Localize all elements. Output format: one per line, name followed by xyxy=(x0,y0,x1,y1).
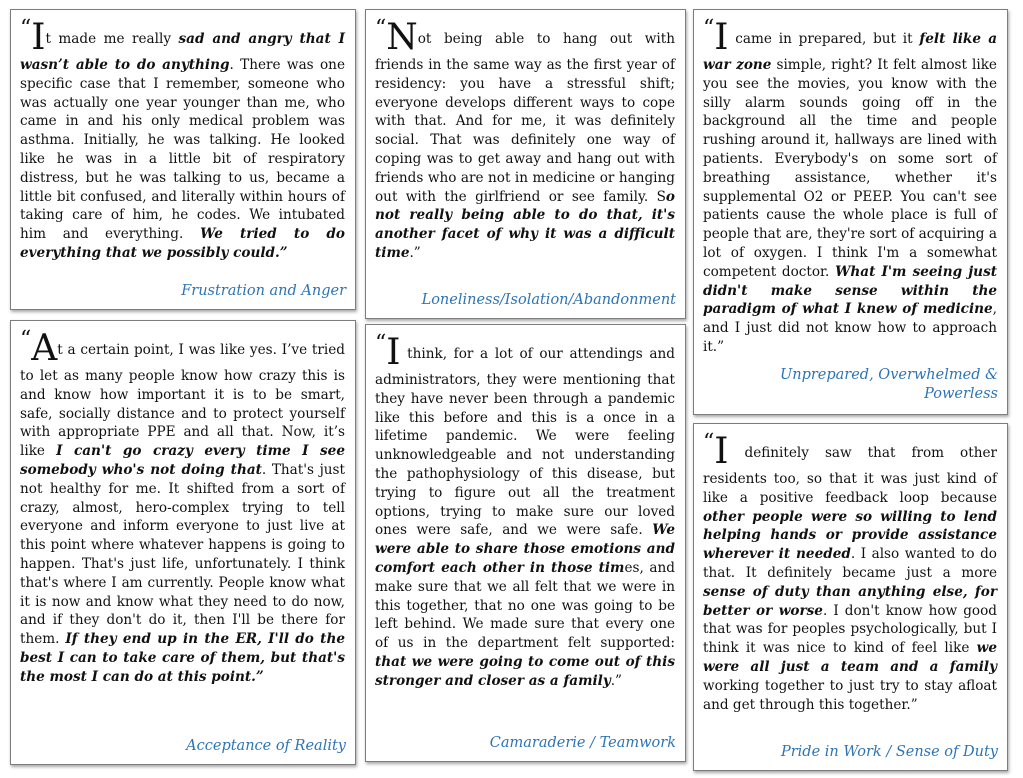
open-quote-mark: “ xyxy=(20,327,32,352)
open-quote-mark: “ xyxy=(20,16,32,41)
quote-text: “I came in prepared, but it felt like a war zone simple, right? It felt almost like you see the movies, you know with the silly alarm sounds going off in the background all the time and people rushing around it, hallways are lined with patients. Everybody's on some sort of breathing assistance, whether it's supplemental O2 or PEEP. You can't see patients cause the whole place is full of people that are, they're sort of acquiring a lot of oxygen. I think I'm a somewhat competent doctor. What I'm seeing just didn't make sense within the paradigm of what I knew of medicine, and I just did not know how to approach it.” xyxy=(703,16,998,355)
quote-card-pride xyxy=(693,423,1008,771)
quote-card-loneliness xyxy=(365,9,686,319)
quote-card-frustration xyxy=(10,9,356,310)
quote-card-acceptance xyxy=(10,320,356,765)
quote-text: “I definitely saw that from other residents too, so that it was just kind of like a positive feedback loop because other people were so willing to lend helping hands or provide assistance wherever it needed. I also wanted to do that. It definitely became just a more sense of duty than anything else, for better or worse. I don't know how good that was for peoples psychologically, but I think it was nice to kind of feel like we were all just a team and a family working together to just try to stay afloat and get through this together.” xyxy=(703,430,997,713)
quote-text: “At a certain point, I was like yes. I’ve tried to let as many people know how crazy this is and know how important it is to be smart, safe, socially distance and to protect yourself with appropriate PPE and all that. Now, it’s like I can't go crazy every time I see somebody who's not doing that. That's just not healthy for me. It shifted from a sort of crazy, almost, hero-complex trying to tell everyone and inform everyone to just live at this point where whatever happens is going to happen. That's just life, unfortunately. I think that's where I am currently. People know what it is now and know what they need to do now, and if they don't do it, then I'll be there for them. If they end up in the ER, I'll do the best I can to take care of them, but that's the most I can do at this point.” xyxy=(20,327,345,685)
theme-label: Pride in Work / Sense of Duty xyxy=(780,744,998,760)
drop-cap: N xyxy=(386,17,418,58)
theme-label: Acceptance of Reality xyxy=(186,738,346,754)
theme-label: Frustration and Anger xyxy=(181,283,346,299)
quote-text: “Not being able to hang out with friends in the same way as the first year of residency: you have a stressful shift; everyone develops different ways to cope with that. And for me, it was definitely social. That was definitely one way of coping was to get away and hang out with friends who are not in medicine or hanging out with the girlfriend or see family. So not really being able to do that, it's another facet of why it was a difficult time.” xyxy=(375,16,675,261)
quote-card-unprepared xyxy=(693,9,1008,415)
quote-text: “I think, for a lot of our attendings and administrators, they were mentioning that they have never been through a pandemic like this before and this is a once in a lifetime pandemic. We were feeling unknowledgeable and not understanding the pathophysiology of this disease, but trying to figure out all the treatment options, trying to make sure our loved ones were safe, and we were safe. We were able to share those emotions and comfort each other in those times, and make sure that we all felt that we were in this together, that no one was going to be left behind. We made sure that every one of us in the department felt supported: that we were going to come out of this stronger and closer as a family.” xyxy=(375,331,675,689)
drop-cap: I xyxy=(386,332,401,373)
theme-label: Unprepared, Overwhelmed & Powerless xyxy=(780,367,998,402)
drop-cap: A xyxy=(31,328,58,369)
drop-cap: I xyxy=(714,17,729,58)
drop-cap: I xyxy=(714,431,729,472)
theme-label: Loneliness/Isolation/Abandonment xyxy=(421,292,676,308)
quote-text: “It made me really sad and angry that I wasn’t able to do anything. There was one specific case that I remember, someone who was actually one year younger than me, who came in and his only medical problem was asthma. Initially, he was talking. He looked like he was in a little bit of respiratory distress, but he was talking to us, became a little bit confused, and literally within hours of taking care of him, he codes. We intubated him and everything. We tried to do everything that we possibly could.” xyxy=(20,16,345,261)
open-quote-mark: “ xyxy=(703,16,715,41)
open-quote-mark: “ xyxy=(375,331,387,356)
open-quote-mark: “ xyxy=(375,16,387,41)
quote-card-camaraderie xyxy=(365,324,686,762)
theme-label: Camaraderie / Teamwork xyxy=(489,735,676,751)
open-quote-mark: “ xyxy=(703,430,715,455)
drop-cap: I xyxy=(31,17,46,58)
